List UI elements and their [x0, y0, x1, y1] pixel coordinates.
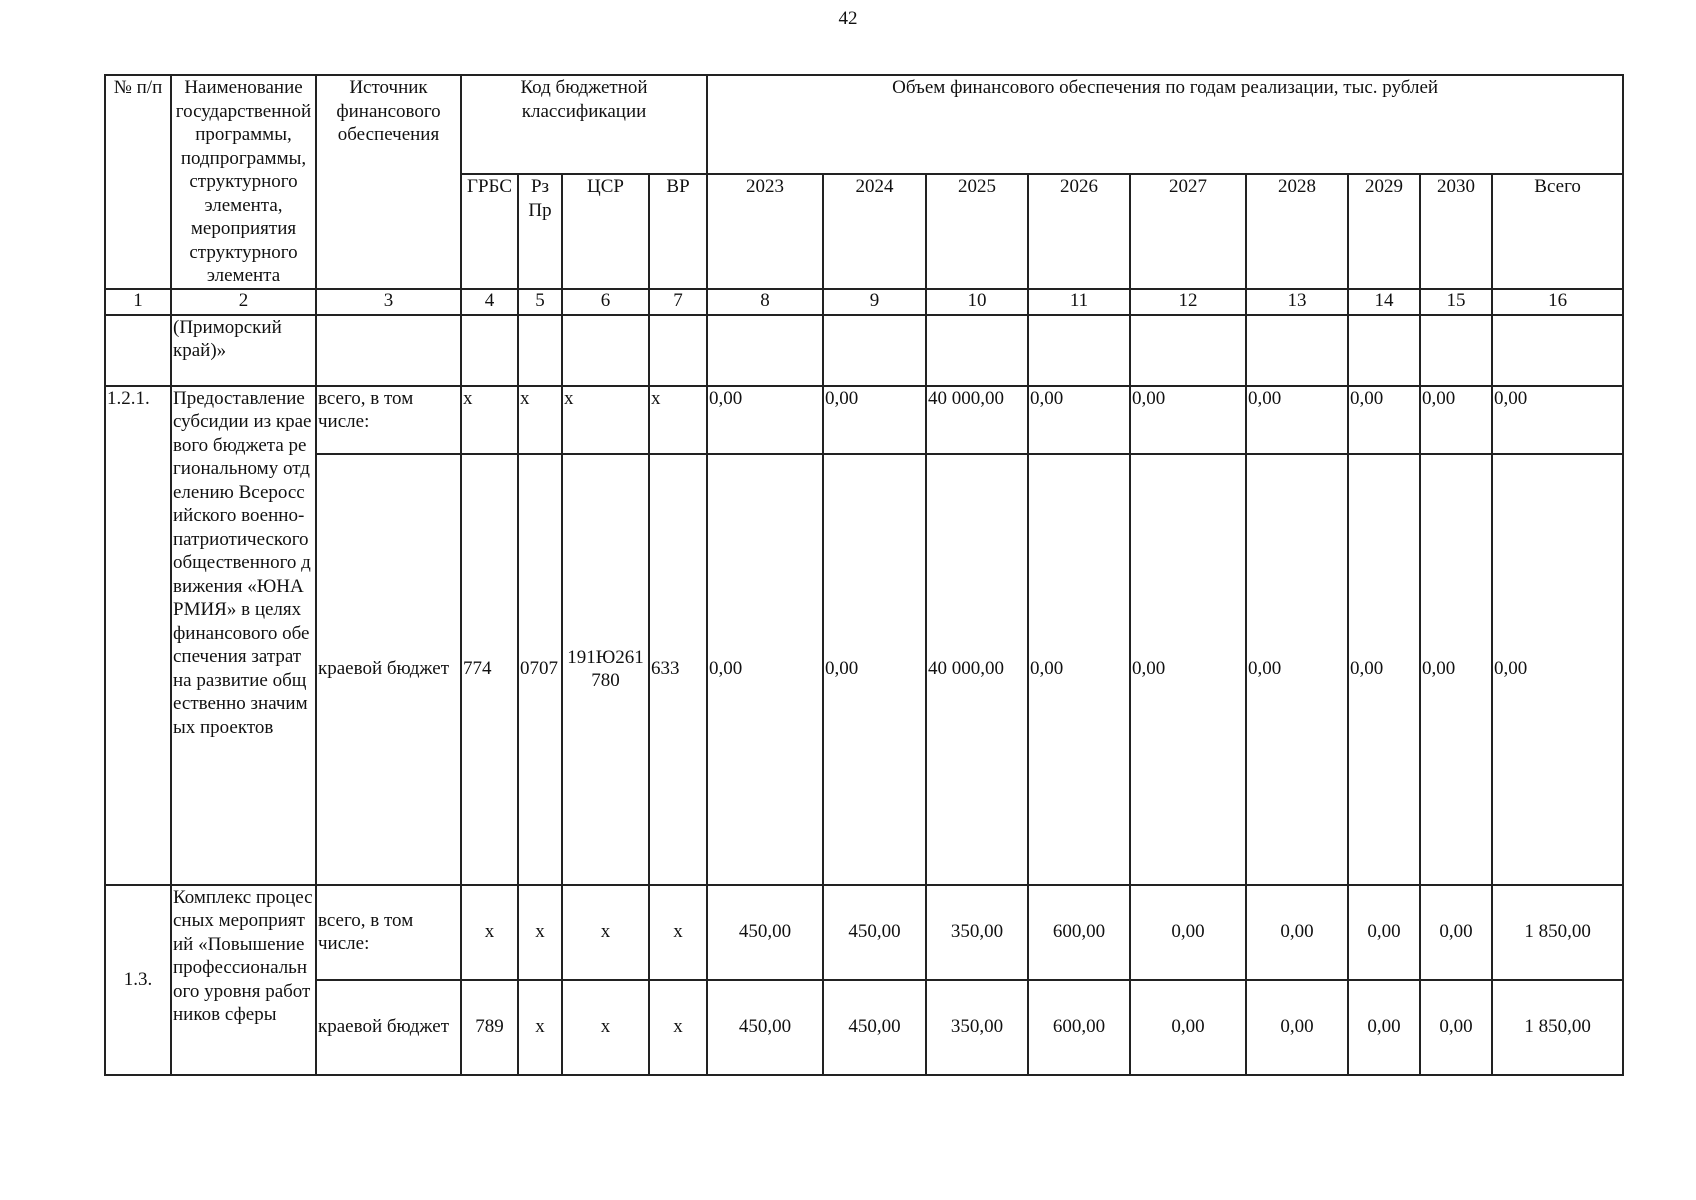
value-2024: 450,00 — [823, 885, 926, 980]
header-year-2024: 2024 — [823, 174, 926, 288]
header-year-2026: 2026 — [1028, 174, 1130, 288]
col-number-6: 6 — [562, 289, 649, 315]
col-number-12: 12 — [1130, 289, 1246, 315]
code-vr: х — [649, 980, 707, 1075]
col-number-9: 9 — [823, 289, 926, 315]
value-2025: 350,00 — [926, 980, 1028, 1075]
header-year-2028: 2028 — [1246, 174, 1348, 288]
value-2029: 0,00 — [1348, 454, 1420, 885]
value-2029: 0,00 — [1348, 885, 1420, 980]
value-2025: 40 000,00 — [926, 454, 1028, 885]
value-2023: 0,00 — [707, 386, 823, 454]
row-number: 1.2.1. — [105, 386, 171, 885]
code-grbs: х — [461, 885, 518, 980]
col-number-8: 8 — [707, 289, 823, 315]
value-2029: 0,00 — [1348, 386, 1420, 454]
value-2029: 0,00 — [1348, 980, 1420, 1075]
column-numbers-row — [105, 289, 1623, 315]
value-2026: 0,00 — [1028, 454, 1130, 885]
col-number-10: 10 — [926, 289, 1028, 315]
value-total: 0,00 — [1492, 386, 1623, 454]
value-2025: 350,00 — [926, 885, 1028, 980]
header-year-2023: 2023 — [707, 174, 823, 288]
value-2024: 450,00 — [823, 980, 926, 1075]
table-row — [105, 454, 1623, 885]
header-name: Наименование государственной программы, подпрограммы, структурного элемента, мероприятия структурного элемента — [171, 75, 316, 289]
value-2030: 0,00 — [1420, 386, 1492, 454]
code-rzpr: х — [518, 885, 562, 980]
col-number-5: 5 — [518, 289, 562, 315]
header-year-2030: 2030 — [1420, 174, 1492, 288]
col-number-14: 14 — [1348, 289, 1420, 315]
value-2028: 0,00 — [1246, 980, 1348, 1075]
continuation-row — [105, 315, 1623, 386]
value-2026: 600,00 — [1028, 885, 1130, 980]
value-2023: 0,00 — [707, 454, 823, 885]
col-number-13: 13 — [1246, 289, 1348, 315]
value-2027: 0,00 — [1130, 980, 1246, 1075]
table-row — [105, 980, 1623, 1075]
code-vr: 633 — [649, 454, 707, 885]
value-2026: 0,00 — [1028, 386, 1130, 454]
source-regional: краевой бюджет — [316, 454, 461, 885]
header-year-2027: 2027 — [1130, 174, 1246, 288]
value-2026: 600,00 — [1028, 980, 1130, 1075]
value-2024: 0,00 — [823, 386, 926, 454]
value-2027: 0,00 — [1130, 454, 1246, 885]
value-2027: 0,00 — [1130, 885, 1246, 980]
value-2028: 0,00 — [1246, 885, 1348, 980]
row-name: Комплекс процессных мероприятий «Повышение профессионального уровня работников сферы — [171, 885, 316, 1075]
header-vr: ВР — [649, 174, 707, 288]
code-vr: х — [649, 386, 707, 454]
continuation-name: (Приморский край)» — [171, 315, 316, 386]
code-rzpr: х — [518, 980, 562, 1075]
value-2024: 0,00 — [823, 454, 926, 885]
header-total: Всего — [1492, 174, 1623, 288]
code-grbs: х — [461, 386, 518, 454]
value-2028: 0,00 — [1246, 454, 1348, 885]
code-grbs: 774 — [461, 454, 518, 885]
value-2023: 450,00 — [707, 885, 823, 980]
value-total: 1 850,00 — [1492, 885, 1623, 980]
code-grbs: 789 — [461, 980, 518, 1075]
col-number-3: 3 — [316, 289, 461, 315]
value-2025: 40 000,00 — [926, 386, 1028, 454]
source-regional: краевой бюджет — [316, 980, 461, 1075]
value-2028: 0,00 — [1246, 386, 1348, 454]
value-2027: 0,00 — [1130, 386, 1246, 454]
value-total: 0,00 — [1492, 454, 1623, 885]
code-rzpr: 0707 — [518, 454, 562, 885]
code-rzpr: х — [518, 386, 562, 454]
header-year-2029: 2029 — [1348, 174, 1420, 288]
col-number-16: 16 — [1492, 289, 1623, 315]
value-2030: 0,00 — [1420, 885, 1492, 980]
source-total: всего, в том числе: — [316, 386, 461, 454]
header-rzpr: Рз Пр — [518, 174, 562, 288]
table-row — [105, 885, 1623, 980]
source-total: всего, в том числе: — [316, 885, 461, 980]
col-number-7: 7 — [649, 289, 707, 315]
header-number: № п/п — [105, 75, 171, 289]
code-csr: х — [562, 980, 649, 1075]
col-number-1: 1 — [105, 289, 171, 315]
header-grbs: ГРБС — [461, 174, 518, 288]
header-csr: ЦСР — [562, 174, 649, 288]
col-number-4: 4 — [461, 289, 518, 315]
value-2030: 0,00 — [1420, 980, 1492, 1075]
row-name: Предоставление субсидии из краевого бюджета региональному отделению Всероссийского военно-патриотического общественного движения «ЮНАРМИЯ» в целях финансового обеспечения затрат на развитие общественно значимых проектов — [171, 386, 316, 885]
budget-table — [104, 74, 1624, 1076]
header-budget-code: Код бюджетной классификации — [461, 75, 707, 174]
value-2030: 0,00 — [1420, 454, 1492, 885]
col-number-15: 15 — [1420, 289, 1492, 315]
row-number: 1.3. — [105, 885, 171, 1075]
col-number-11: 11 — [1028, 289, 1130, 315]
value-2023: 450,00 — [707, 980, 823, 1075]
table-row — [105, 386, 1623, 454]
page-number: 42 — [838, 8, 858, 29]
header-funding: Объем финансового обеспечения по годам реализации, тыс. рублей — [707, 75, 1623, 174]
code-vr: х — [649, 885, 707, 980]
col-number-2: 2 — [171, 289, 316, 315]
value-total: 1 850,00 — [1492, 980, 1623, 1075]
header-source: Источник финансового обеспечения — [316, 75, 461, 289]
code-csr: х — [562, 885, 649, 980]
code-csr: х — [562, 386, 649, 454]
header-year-2025: 2025 — [926, 174, 1028, 288]
code-csr: 191Ю261780 — [562, 454, 649, 885]
